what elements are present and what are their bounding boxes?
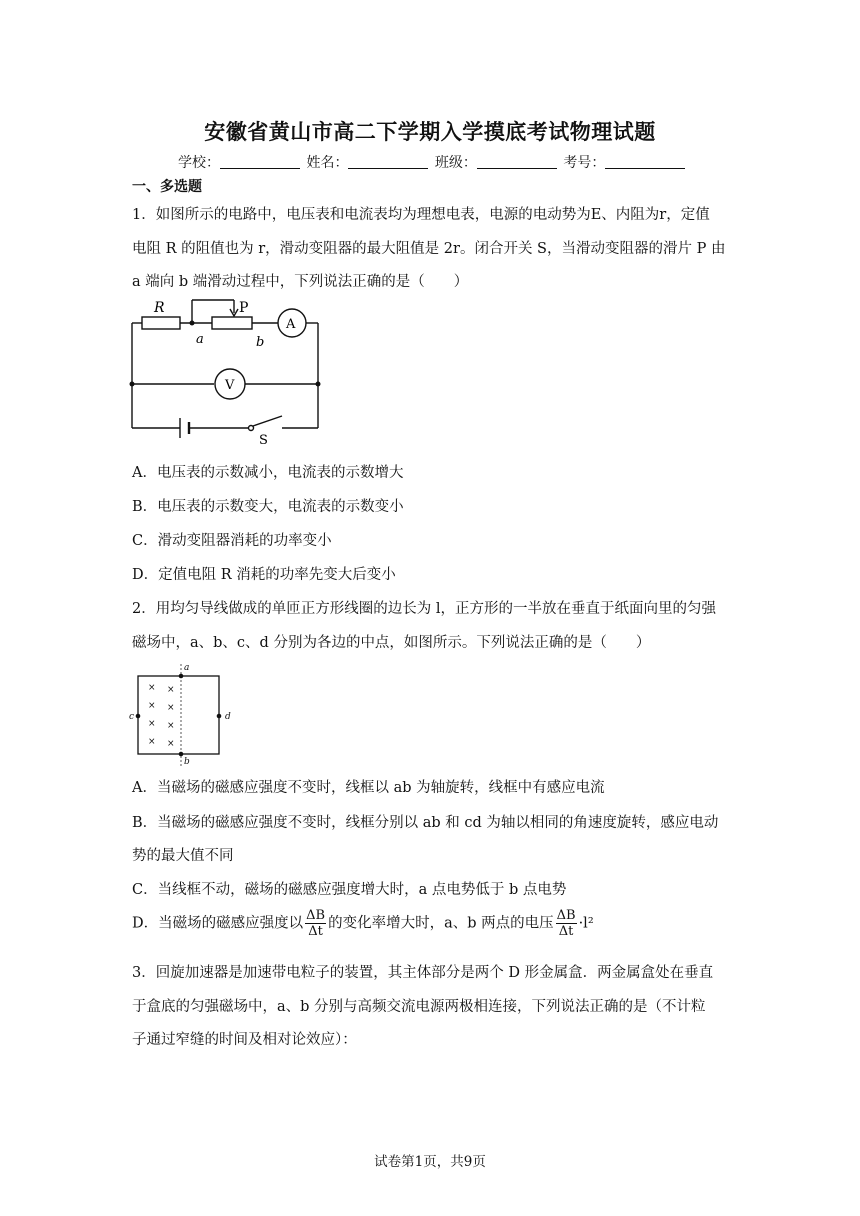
class-blank[interactable] [477, 154, 557, 169]
q2-line2: 磁场中，a、b、c、d 分别为各边的中点，如图所示。下列说法正确的是（ ） [132, 635, 651, 651]
label-a: a [184, 663, 190, 673]
q2-coil-figure [128, 660, 238, 768]
student-info-line [178, 152, 687, 172]
cross-mark: × [167, 739, 175, 749]
q1-option-d[interactable]: D．定值电阻 R 消耗的功率先变大后变小 [132, 567, 396, 583]
name-label: 姓名： [306, 155, 349, 171]
q2-option-b-cont: 势的最大值不同 [132, 848, 234, 864]
q1-option-a[interactable]: A．电压表的示数减小，电流表的示数增大 [132, 465, 404, 481]
q1-option-b[interactable]: B．电压表的示数变大，电流表的示数变小 [132, 499, 404, 515]
label-P: P [239, 300, 249, 316]
label-a: a [196, 332, 204, 347]
q2-option-a[interactable]: A．当磁场的磁感应强度不变时，线框以 ab 为轴旋转，线框中有感应电流 [132, 780, 605, 796]
delta-b-over-delta-t: $\frac{\Delta B}{\Delta t}$ [556, 908, 576, 939]
q1-circuit-figure [122, 292, 332, 448]
cross-mark: × [167, 721, 175, 731]
class-label: 班级： [434, 155, 477, 171]
label-c: c [129, 712, 135, 722]
exam-no-blank[interactable] [605, 154, 685, 169]
voltmeter-label: V [225, 378, 235, 393]
option-d-tail: ·l² [578, 915, 594, 932]
option-d-middle: 的变化率增大时，a、b 两点的电压 [328, 915, 554, 932]
cross-mark: × [167, 685, 175, 695]
label-d: d [225, 712, 231, 722]
switch-label: S [259, 433, 268, 448]
q2-option-d[interactable] [132, 908, 594, 939]
q1-line1: 1．如图所示的电路中，电压表和电流表均为理想电表，电源的电动势为E、内阻为r，定值 [132, 207, 710, 223]
cross-mark: × [148, 737, 156, 747]
option-d-prefix: D．当磁场的磁感应强度以 [132, 915, 304, 932]
q3-line2: 于盒底的匀强磁场中，a、b 分别与高频交流电源两极相连接，下列说法正确的是（不计粒 [132, 999, 706, 1015]
page-footer: 试卷第1页，共9页 [374, 1154, 486, 1170]
cross-mark: × [148, 701, 156, 711]
label-b: b [256, 335, 265, 350]
name-blank[interactable] [348, 154, 428, 169]
section-heading: 一、多选题 [132, 179, 202, 195]
label-R: R [154, 300, 165, 316]
q1-option-c[interactable]: C．滑动变阻器消耗的功率变小 [132, 533, 332, 549]
school-blank[interactable] [220, 154, 300, 169]
q3-line3: 子通过窄缝的时间及相对论效应）： [132, 1032, 357, 1048]
q2-option-c[interactable]: C．当线框不动，磁场的磁感应强度增大时，a 点电势低于 b 点电势 [132, 882, 567, 898]
q1-line2: 电阻 R 的阻值也为 r，滑动变阻器的最大阻值是 2r。闭合开关 S，当滑动变阻器的滑片 P 由 [132, 241, 726, 257]
ammeter-label: A [286, 317, 296, 332]
cross-mark: × [148, 683, 156, 693]
cross-mark: × [148, 719, 156, 729]
q2-line1: 2．用均匀导线做成的单匝正方形线圈的边长为 l，正方形的一半放在垂直于纸面向里的匀强 [132, 601, 716, 617]
label-b: b [184, 757, 190, 767]
q2-option-b[interactable]: B．当磁场的磁感应强度不变时，线框分别以 ab 和 cd 为轴以相同的角速度旋转，感应电动 [132, 815, 719, 831]
school-label: 学校： [178, 155, 220, 171]
cross-mark: × [167, 703, 175, 713]
q3-line1: 3．回旋加速器是加速带电粒子的装置，其主体部分是两个 D 形金属盒．两金属盒处在垂直 [132, 965, 714, 981]
page-title: 安徽省黄山市高二下学期入学摸底考试物理试题 [204, 120, 656, 144]
exam-no-label: 考号： [563, 155, 606, 171]
q1-line3: a 端向 b 端滑动过程中，下列说法正确的是（ ） [132, 274, 469, 290]
delta-b-over-delta-t: $\frac{\Delta B}{\Delta t}$ [306, 908, 326, 939]
